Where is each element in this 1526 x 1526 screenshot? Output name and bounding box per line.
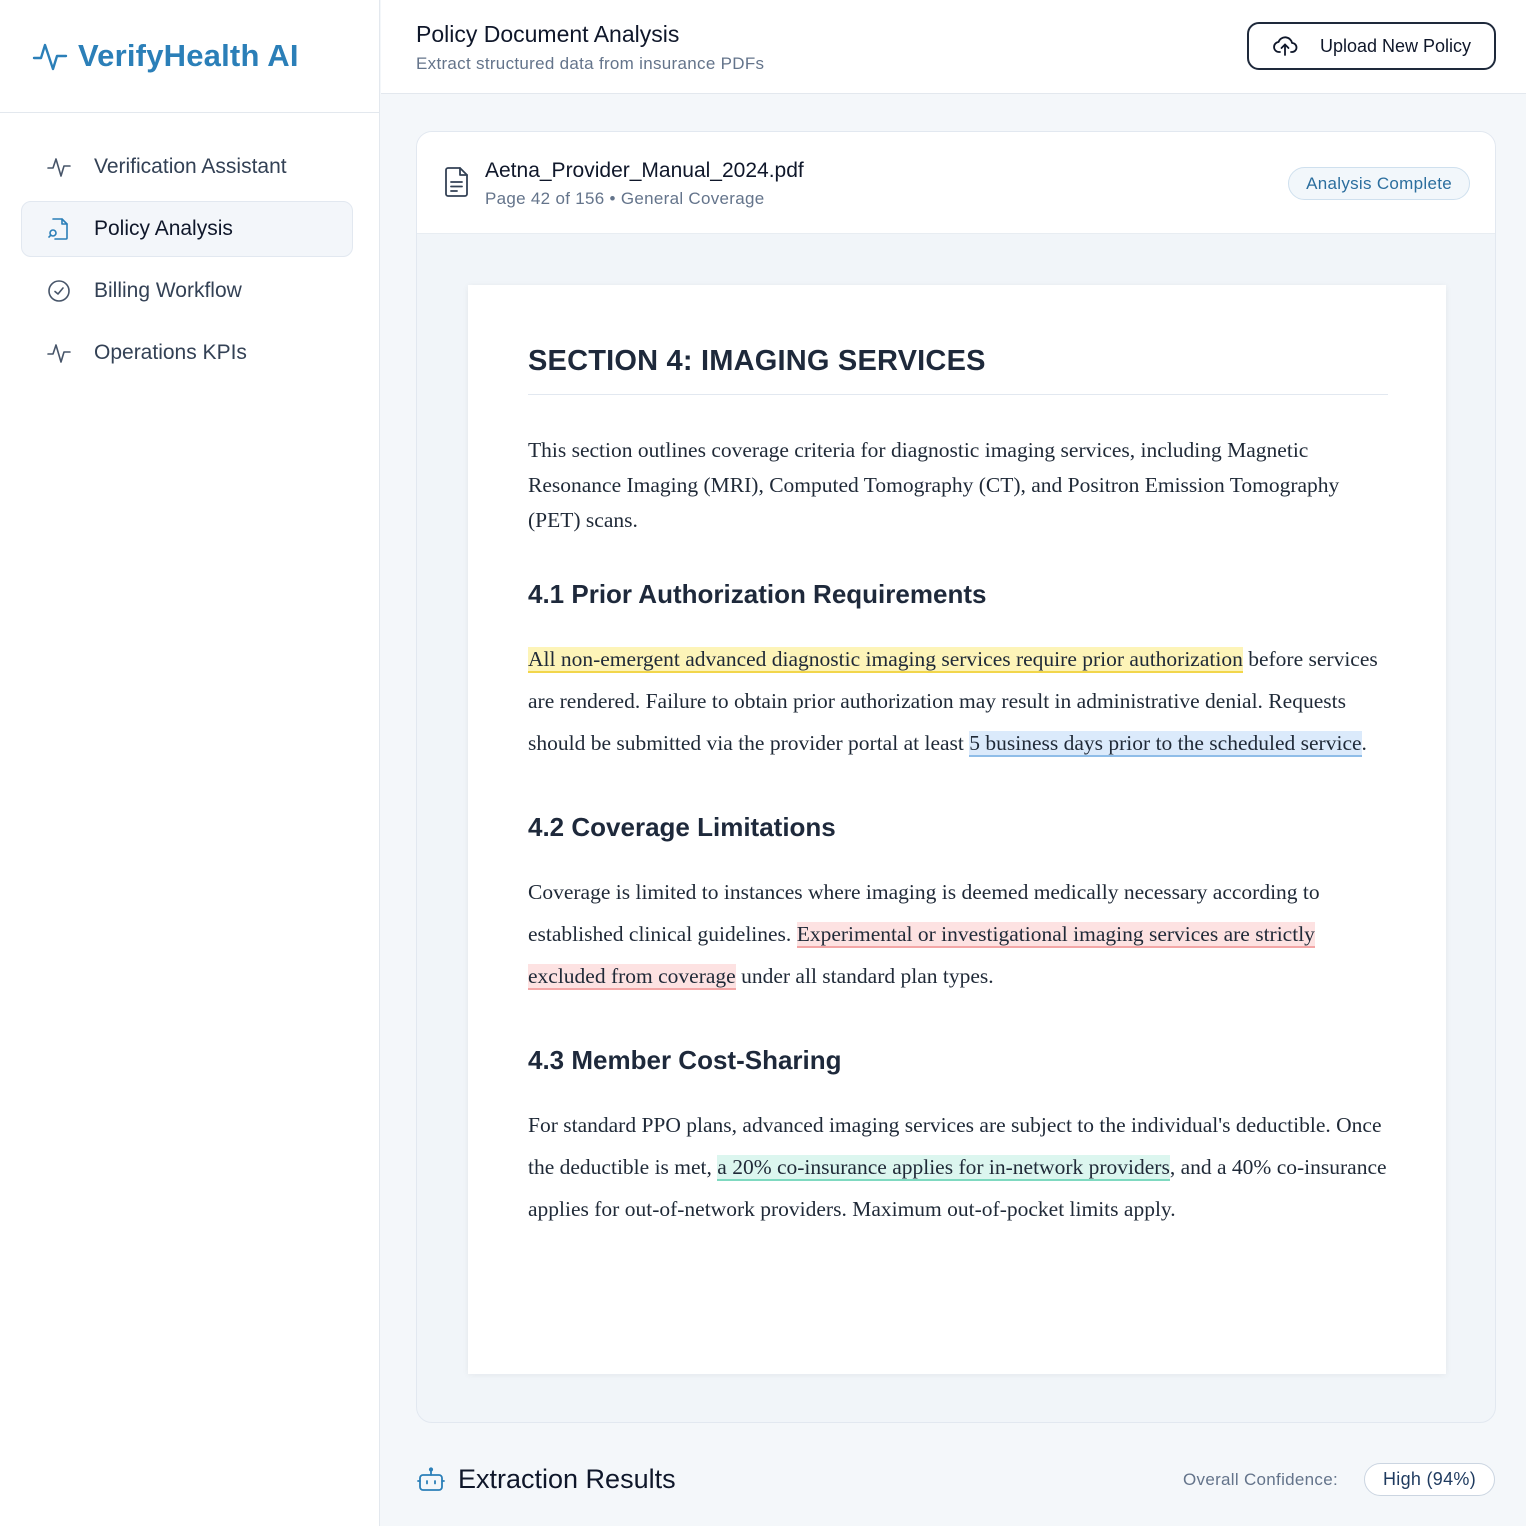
- document-viewer: [416, 131, 1496, 1423]
- text-span: before services are rendered. Failure to obtain prior authorization may result in administrative denial. Requests should be submitted via the provider portal at least: [528, 647, 1378, 755]
- activity-icon: [46, 340, 72, 366]
- document-meta: Page 42 of 156 • General Coverage: [485, 189, 765, 208]
- text-span: .: [1361, 731, 1367, 755]
- cloud-upload-icon: [1272, 33, 1298, 59]
- subsection-text-4-3: [528, 1104, 1388, 1230]
- sidebar-item-label: Billing Workflow: [94, 279, 242, 302]
- document-filename: Aetna_Provider_Manual_2024.pdf: [485, 159, 804, 182]
- sidebar-item-label: Verification Assistant: [94, 155, 287, 178]
- pulse-logo-icon: [32, 38, 68, 74]
- page-header: [381, 0, 1526, 94]
- sidebar-item-label: Operations KPIs: [94, 341, 247, 364]
- brand-name: VerifyHealth AI: [78, 38, 299, 73]
- document-header: [417, 132, 1495, 234]
- page-subtitle: Extract structured data from insurance PDFs: [416, 54, 765, 73]
- upload-policy-button[interactable]: [1247, 22, 1496, 70]
- text-span: Coverage is limited to instances where imaging is deemed medically necessary according to established clinical guidelines.: [528, 880, 1320, 946]
- upload-policy-label: Upload New Policy: [1319, 35, 1472, 56]
- subsection-text-4-1: [528, 638, 1388, 764]
- subsection-heading-4-3: 4.3 Member Cost-Sharing: [528, 1045, 842, 1075]
- text-span: , and a 40% co-insurance applies for out-of-network providers. Maximum out-of-pocket limits apply.: [528, 1155, 1387, 1221]
- brand[interactable]: [0, 0, 379, 113]
- page-title: Policy Document Analysis: [416, 21, 680, 47]
- bot-icon: [417, 1466, 445, 1494]
- text-span: For standard PPO plans, advanced imaging services are subject to the individual's deductible. Once the deductible is met,: [528, 1113, 1382, 1179]
- check-circle-icon: [46, 278, 72, 304]
- confidence-label: Overall Confidence:: [1183, 1470, 1338, 1489]
- subsection-text-4-2: [528, 871, 1388, 997]
- file-search-icon: [46, 216, 72, 242]
- activity-icon: [46, 154, 72, 180]
- pdf-page: [468, 285, 1446, 1374]
- file-text-icon: [443, 166, 471, 198]
- sidebar: [0, 0, 380, 1526]
- status-badge: Analysis Complete: [1288, 167, 1470, 200]
- sidebar-item-operations-kpis[interactable]: [21, 325, 353, 381]
- sidebar-item-label: Policy Analysis: [94, 217, 233, 240]
- highlight-cost-sharing[interactable]: a 20% co-insurance applies for in-network providers: [717, 1155, 1170, 1179]
- sidebar-item-billing-workflow[interactable]: [21, 263, 353, 319]
- highlight-submission-timing[interactable]: 5 business days prior to the scheduled service: [969, 731, 1362, 755]
- section-intro: This section outlines coverage criteria for diagnostic imaging services, including Magnetic Resonance Imaging (MRI), Computed Tomography (CT), and Positron Emission Tomography (PET) scans.: [528, 438, 1340, 532]
- subsection-heading-4-1: 4.1 Prior Authorization Requirements: [528, 579, 987, 609]
- extraction-results-title: Extraction Results: [458, 1464, 676, 1494]
- section-title: SECTION 4: IMAGING SERVICES: [528, 345, 1388, 395]
- confidence-badge: High (94%): [1364, 1463, 1495, 1496]
- text-span: under all standard plan types.: [735, 964, 994, 988]
- subsection-heading-4-2: 4.2 Coverage Limitations: [528, 812, 836, 842]
- highlight-exclusion[interactable]: Experimental or investigational imaging services are strictly excluded from coverage: [528, 922, 1315, 988]
- sidebar-item-policy-analysis[interactable]: [21, 201, 353, 257]
- highlight-prior-authorization[interactable]: All non-emergent advanced diagnostic imaging services require prior authorization: [528, 647, 1243, 671]
- sidebar-item-verification-assistant[interactable]: [21, 139, 353, 195]
- sidebar-nav: [0, 113, 379, 381]
